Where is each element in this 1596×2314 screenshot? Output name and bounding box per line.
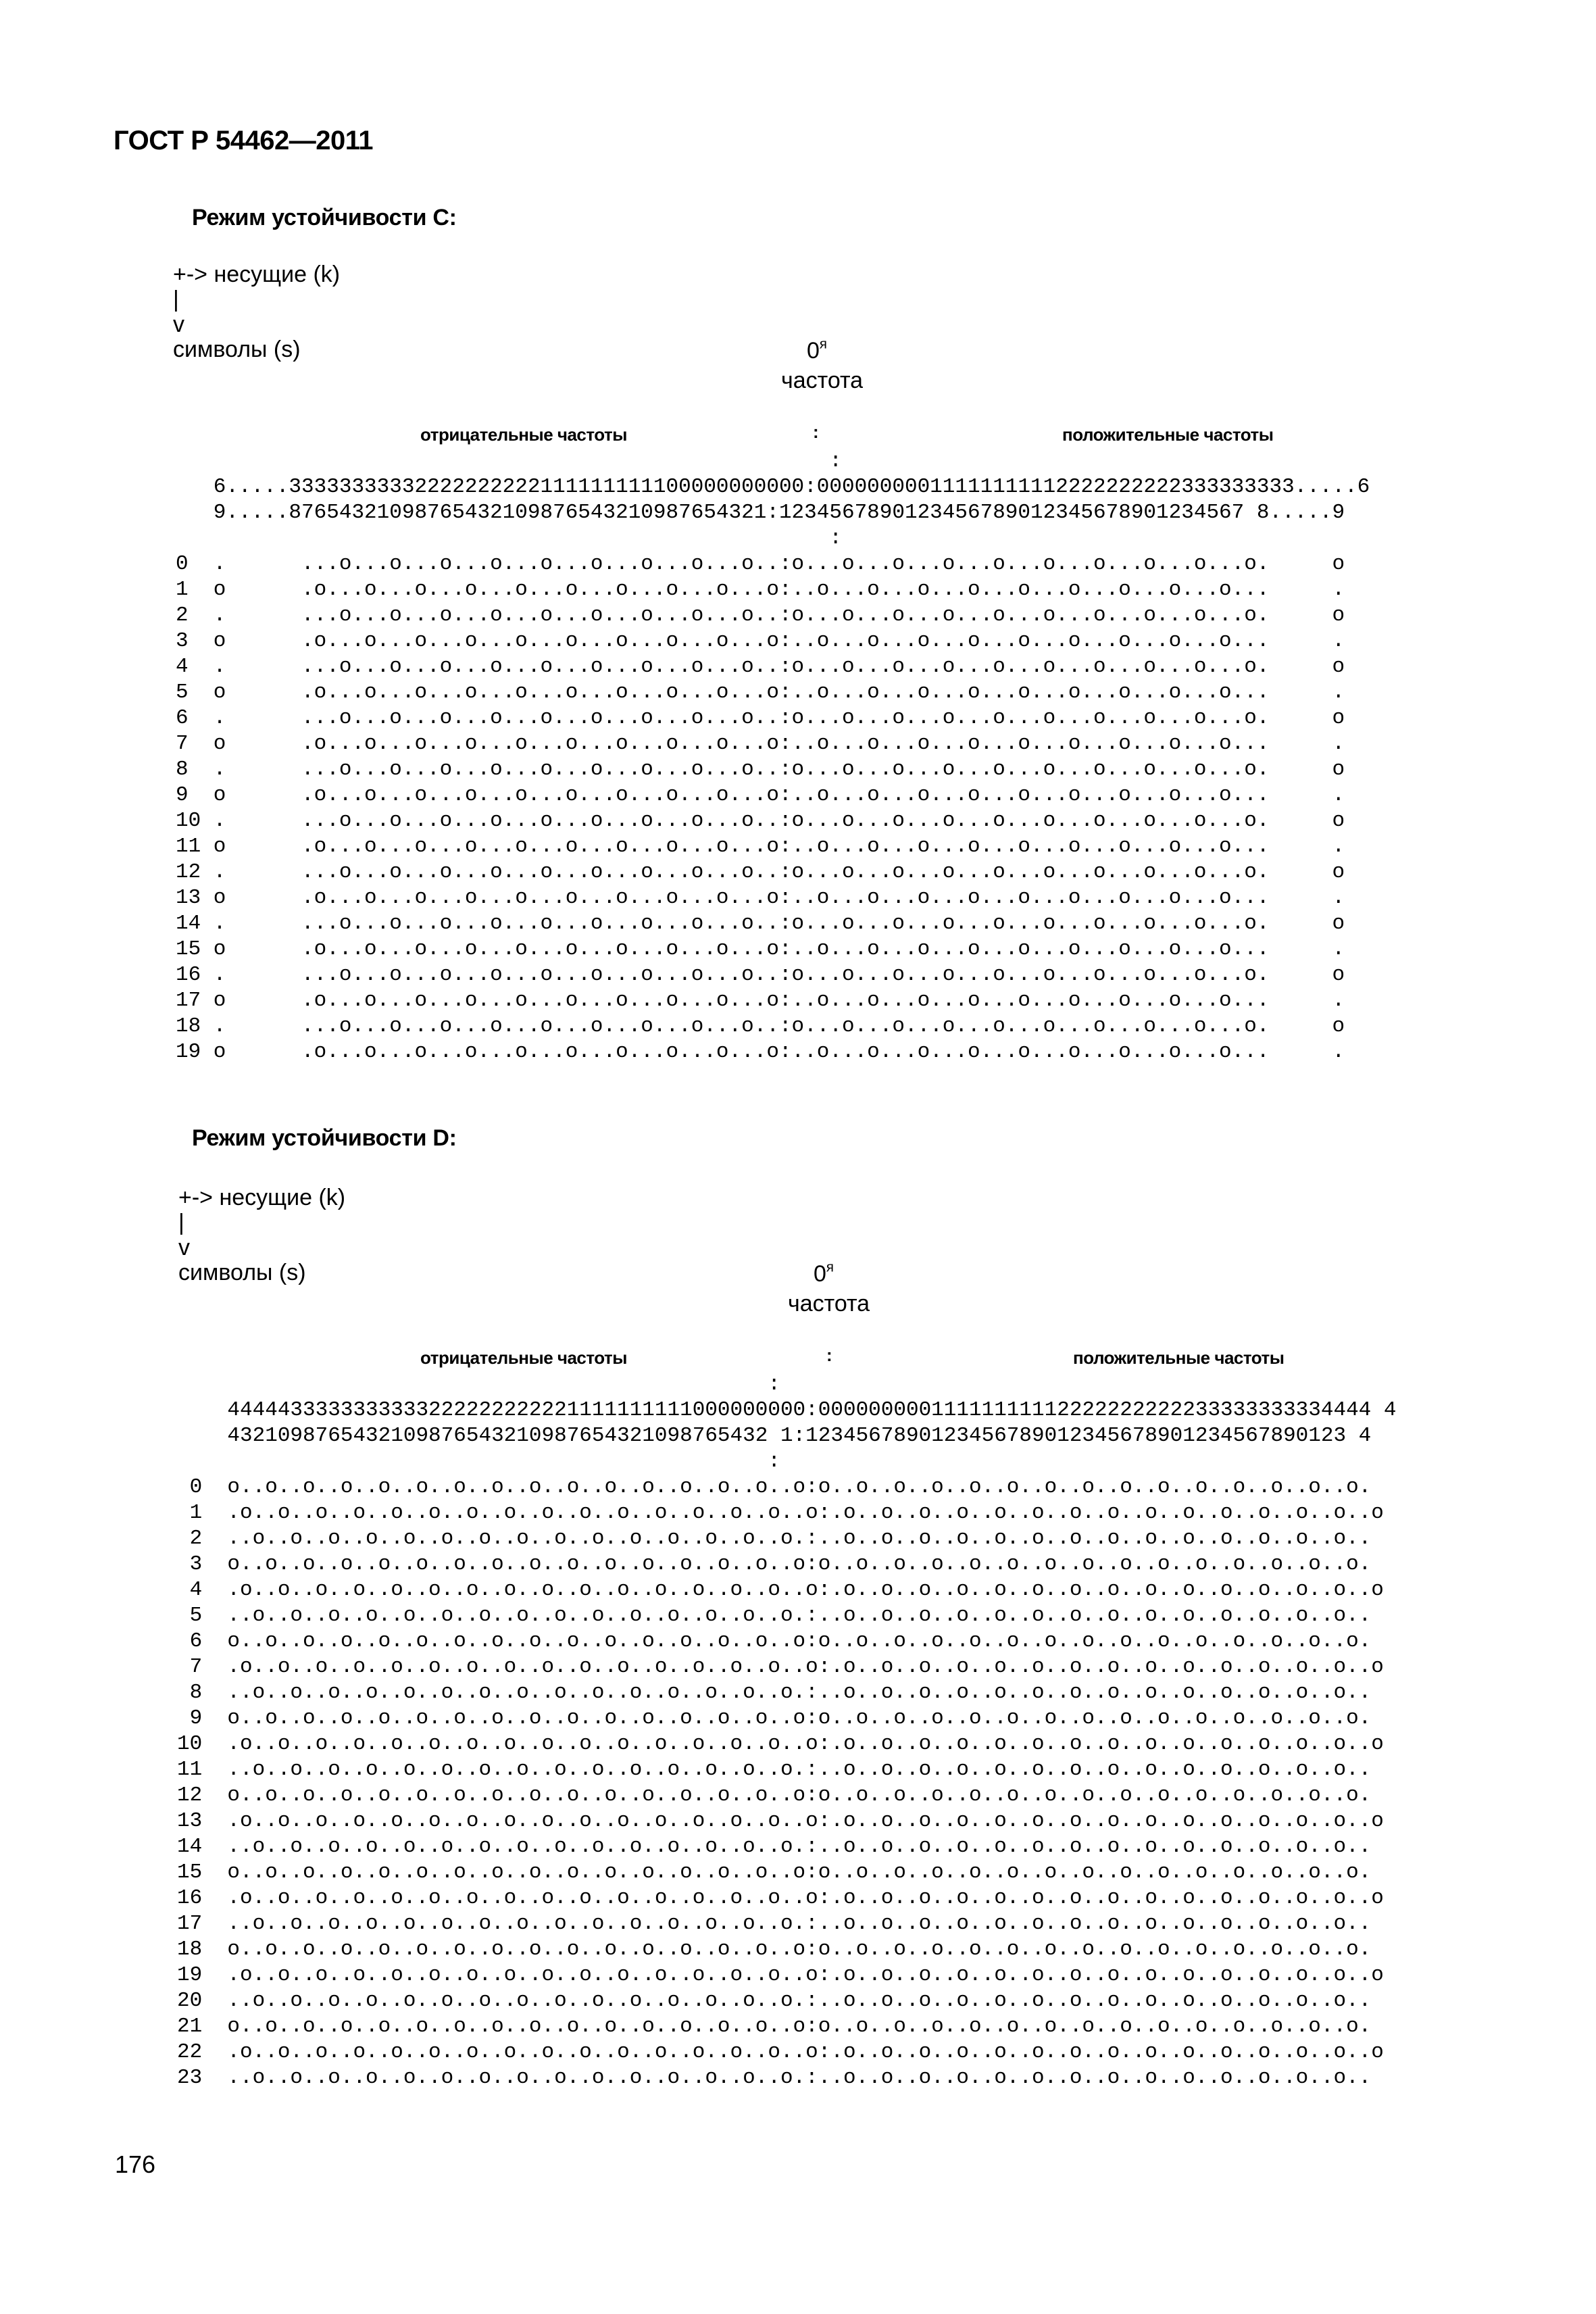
section-d-grid-line: 22 .o..o..o..o..o..o..o..o..o..o..o..o..o..o..o..o:.o..o..o..o..o..o..o..o..o..o..o..o..o..o..o: [177, 2040, 1384, 2064]
section-c-freq-label: частота: [781, 368, 864, 393]
page-number: 176: [115, 2150, 156, 2178]
section-d-grid-line: 9 o..o..o..o..o..o..o..o..o..o..o..o..o..o..o..o:o..o..o..o..o..o..o..o..o..o..o..o..o..o..o.: [177, 1706, 1372, 1730]
section-c-negative-label: отрицательные частоты: [420, 424, 627, 445]
section-c-legend: [173, 262, 340, 362]
section-d-zero-label: $0^я$: [814, 1260, 834, 1287]
section-c-grid-line: 4 . ...o...o...o...o...o...o...o...o...o..:o...o...o...o...o...o...o...o...o...o. o: [176, 655, 1345, 679]
section-d-grid-line: 6 o..o..o..o..o..o..o..o..o..o..o..o..o..o..o..o:o..o..o..o..o..o..o..o..o..o..o..o..o..o..o.: [177, 1629, 1372, 1653]
section-d-grid-line: 11 ..o..o..o..o..o..o..o..o..o..o..o..o..o..o..o.:..o..o..o..o..o..o..o..o..o..o..o..o..o..o..: [177, 1758, 1372, 1781]
section-c-grid-line: 2 . ...o...o...o...o...o...o...o...o...o..:o...o...o...o...o...o...o...o...o...o. o: [176, 604, 1345, 627]
legend-arrow: v: [178, 1235, 190, 1260]
section-d-grid-line: 0 o..o..o..o..o..o..o..o..o..o..o..o..o..o..o..o:o..o..o..o..o..o..o..o..o..o..o..o..o..o..o.: [177, 1475, 1372, 1499]
section-c-grid-line: :: [176, 449, 842, 473]
section-c-grid-line: :: [176, 526, 842, 550]
legend-carriers: +-> несущие (k): [178, 1185, 346, 1210]
section-d-grid-line: 15 o..o..o..o..o..o..o..o..o..o..o..o..o..o..o..o:o..o..o..o..o..o..o..o..o..o..o..o..o..o..o.: [177, 1861, 1372, 1884]
section-d-freq-label: частота: [788, 1291, 870, 1316]
section-c-title: Режим устойчивости C:: [192, 205, 457, 230]
section-d-grid-line: 5 ..o..o..o..o..o..o..o..o..o..o..o..o..o..o..o.:..o..o..o..o..o..o..o..o..o..o..o..o..o..o..: [177, 1604, 1372, 1627]
section-c-grid-line: 14 . ...o...o...o...o...o...o...o...o...o..:o...o...o...o...o...o...o...o...o...o. o: [176, 912, 1345, 935]
legend-bar: |: [178, 1210, 184, 1235]
section-d-grid-line: 3 o..o..o..o..o..o..o..o..o..o..o..o..o..o..o..o:o..o..o..o..o..o..o..o..o..o..o..o..o..o..o.: [177, 1552, 1372, 1576]
section-c-grid-line: 9 o .o...o...o...o...o...o...o...o...o...o:..o...o...o...o...o...o...o...o...o... .: [176, 783, 1345, 807]
section-d-grid-line: :: [177, 1373, 780, 1396]
section-c-grid-line: 13 o .o...o...o...o...o...o...o...o...o...o:..o...o...o...o...o...o...o...o...o... .: [176, 886, 1345, 910]
section-d-grid-line: 23 ..o..o..o..o..o..o..o..o..o..o..o..o..o..o..o.:..o..o..o..o..o..o..o..o..o..o..o..o..o..o..: [177, 2066, 1372, 2090]
legend-arrow: v: [173, 312, 184, 337]
section-d-title: Режим устойчивости D:: [192, 1125, 457, 1151]
section-d-grid-line: :: [177, 1450, 780, 1473]
section-d-grid-line: 1 .o..o..o..o..o..o..o..o..o..o..o..o..o..o..o..o:.o..o..o..o..o..o..o..o..o..o..o..o..o..o..o: [177, 1501, 1384, 1525]
section-c-colon: :: [813, 422, 819, 442]
section-c-grid-line: 9.....87654321098765432109876543210987654321:1234567890123456789012345678901234567 8.....9: [176, 501, 1345, 524]
section-c-grid-line: 5 o .o...o...o...o...o...o...o...o...o...o:..o...o...o...o...o...o...o...o...o... .: [176, 681, 1345, 704]
section-d-grid-line: 7 .o..o..o..o..o..o..o..o..o..o..o..o..o..o..o..o:.o..o..o..o..o..o..o..o..o..o..o..o..o..o..o: [177, 1655, 1384, 1679]
section-c-grid-line: 8 . ...o...o...o...o...o...o...o...o...o..:o...o...o...o...o...o...o...o...o...o. o: [176, 758, 1345, 781]
section-c-grid-line: 6 . ...o...o...o...o...o...o...o...o...o..:o...o...o...o...o...o...o...o...o...o. o: [176, 706, 1345, 730]
section-c-grid-line: 12 . ...o...o...o...o...o...o...o...o...o..:o...o...o...o...o...o...o...o...o...o. o: [176, 860, 1345, 884]
section-c-grid-line: 15 o .o...o...o...o...o...o...o...o...o...o:..o...o...o...o...o...o...o...o...o... .: [176, 937, 1345, 961]
section-d-grid-line: 14 ..o..o..o..o..o..o..o..o..o..o..o..o..o..o..o.:..o..o..o..o..o..o..o..o..o..o..o..o..o..o..: [177, 1835, 1372, 1858]
section-d-grid-line: 4444433333333333222222222221111111111000000000:00000000011111111112222222222233333333334444 4: [177, 1398, 1397, 1422]
section-d-grid-line: 13 .o..o..o..o..o..o..o..o..o..o..o..o..o..o..o..o:.o..o..o..o..o..o..o..o..o..o..o..o..o..o..o: [177, 1809, 1384, 1833]
section-d-grid-line: 4 .o..o..o..o..o..o..o..o..o..o..o..o..o..o..o..o:.o..o..o..o..o..o..o..o..o..o..o..o..o..o..o: [177, 1578, 1384, 1602]
section-d-grid-line: 12 o..o..o..o..o..o..o..o..o..o..o..o..o..o..o..o:o..o..o..o..o..o..o..o..o..o..o..o..o..o..o.: [177, 1783, 1372, 1807]
section-d-grid-line: 21 o..o..o..o..o..o..o..o..o..o..o..o..o..o..o..o:o..o..o..o..o..o..o..o..o..o..o..o..o..o..o.: [177, 2015, 1372, 2038]
legend-carriers: +-> несущие (k): [173, 262, 341, 287]
section-d-positive-label: положительные частоты: [1073, 1348, 1285, 1368]
section-d-grid-line: 10 .o..o..o..o..o..o..o..o..o..o..o..o..o..o..o..o:.o..o..o..o..o..o..o..o..o..o..o..o..o..o..o: [177, 1732, 1384, 1756]
section-d-grid-line: 17 ..o..o..o..o..o..o..o..o..o..o..o..o..o..o..o.:..o..o..o..o..o..o..o..o..o..o..o..o..o..o..: [177, 1912, 1372, 1936]
section-c-zero-label: $0^я$: [807, 337, 827, 364]
section-c-grid-line: 3 o .o...o...o...o...o...o...o...o...o...o:..o...o...o...o...o...o...o...o...o... .: [176, 629, 1345, 653]
section-d-grid-line: 8 ..o..o..o..o..o..o..o..o..o..o..o..o..o..o..o.:..o..o..o..o..o..o..o..o..o..o..o..o..o..o..: [177, 1681, 1372, 1704]
section-c-grid-line: 7 o .o...o...o...o...o...o...o...o...o...o:..o...o...o...o...o...o...o...o...o... .: [176, 732, 1345, 756]
section-c-grid-line: 0 . ...o...o...o...o...o...o...o...o...o..:o...o...o...o...o...o...o...o...o...o. o: [176, 552, 1345, 576]
section-d-grid-line: 2 ..o..o..o..o..o..o..o..o..o..o..o..o..o..o..o.:..o..o..o..o..o..o..o..o..o..o..o..o..o..o..: [177, 1527, 1372, 1550]
section-d-grid: [177, 1372, 1397, 2091]
section-d-negative-label: отрицательные частоты: [420, 1348, 627, 1368]
section-c-grid-line: 6.....33333333332222222222111111111100000000000:00000000011111111112222222222333333333.....6: [176, 475, 1370, 499]
section-c-grid-line: 17 o .o...o...o...o...o...o...o...o...o...o:..o...o...o...o...o...o...o...o...o... .: [176, 989, 1345, 1012]
section-c-grid-line: 1 o .o...o...o...o...o...o...o...o...o...o:..o...o...o...o...o...o...o...o...o... .: [176, 578, 1345, 601]
section-c-grid-line: 18 . ...o...o...o...o...o...o...o...o...o..:o...o...o...o...o...o...o...o...o...o. o: [176, 1014, 1345, 1038]
section-d-grid-line: 16 .o..o..o..o..o..o..o..o..o..o..o..o..o..o..o..o:.o..o..o..o..o..o..o..o..o..o..o..o..o..o..o: [177, 1886, 1384, 1910]
section-d-grid-line: 19 .o..o..o..o..o..o..o..o..o..o..o..o..o..o..o..o:.o..o..o..o..o..o..o..o..o..o..o..o..o..o..o: [177, 1963, 1384, 1987]
legend-symbols: символы (s): [173, 337, 301, 362]
section-d-grid-line: 20 ..o..o..o..o..o..o..o..o..o..o..o..o..o..o..o.:..o..o..o..o..o..o..o..o..o..o..o..o..o..o..: [177, 1989, 1372, 2013]
section-d-grid-line: 18 o..o..o..o..o..o..o..o..o..o..o..o..o..o..o..o:o..o..o..o..o..o..o..o..o..o..o..o..o..o..o.: [177, 1938, 1372, 1961]
section-c-grid: [176, 449, 1370, 1065]
legend-symbols: символы (s): [178, 1260, 306, 1285]
section-c-positive-label: положительные частоты: [1062, 424, 1274, 445]
section-c-grid-line: 10 . ...o...o...o...o...o...o...o...o...o..:o...o...o...o...o...o...o...o...o...o. o: [176, 809, 1345, 833]
section-d-colon: :: [826, 1345, 832, 1365]
section-d-legend: [178, 1185, 345, 1285]
legend-bar: |: [173, 287, 179, 312]
section-c-grid-line: 19 o .o...o...o...o...o...o...o...o...o...o:..o...o...o...o...o...o...o...o...o... .: [176, 1040, 1345, 1064]
document-header: ГОСТ Р 54462—2011: [114, 126, 373, 155]
section-c-grid-line: 11 o .o...o...o...o...o...o...o...o...o...o:..o...o...o...o...o...o...o...o...o... .: [176, 835, 1345, 858]
section-c-grid-line: 16 . ...o...o...o...o...o...o...o...o...o..:o...o...o...o...o...o...o...o...o...o. o: [176, 963, 1345, 987]
section-d-grid-line: 4321098765432109876543210987654321098765432 1:1234567890123456789012345678901234567890123 4: [177, 1424, 1372, 1448]
